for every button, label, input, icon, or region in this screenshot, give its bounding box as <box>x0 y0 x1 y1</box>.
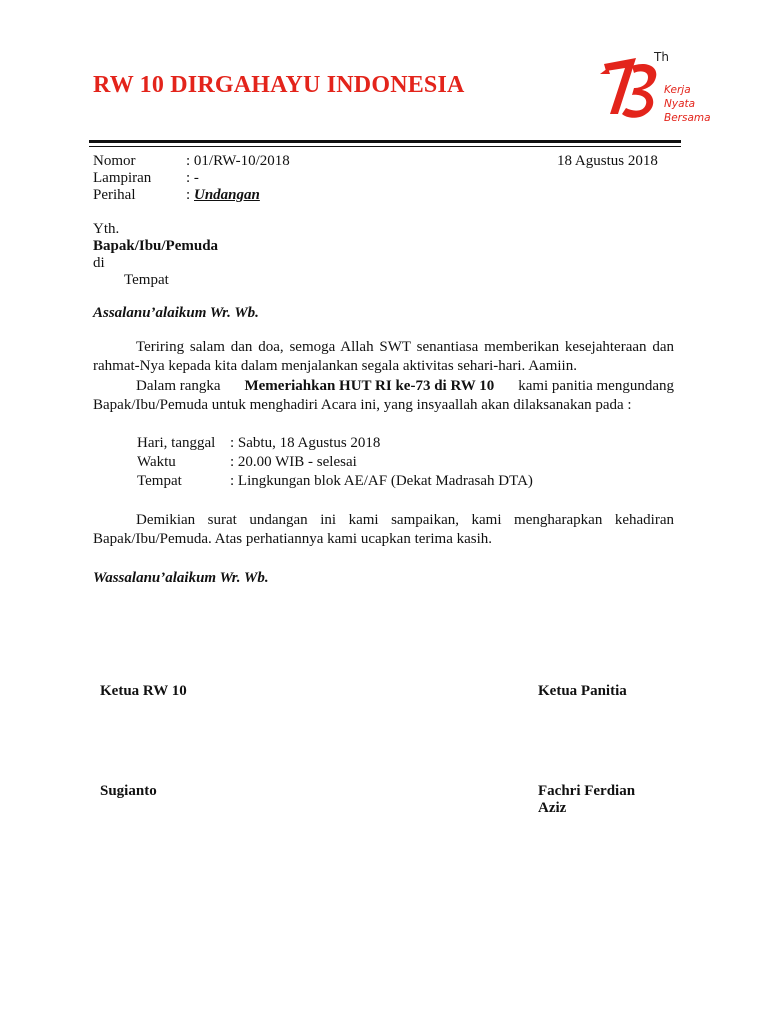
closing-line-1: Demikian surat undangan ini kami sampaikan, kami mengharapkan kehadiran <box>136 512 674 528</box>
nomor-value: : 01/RW-10/2018 <box>186 153 290 169</box>
lampiran-label: Lampiran <box>93 170 152 186</box>
paragraph-1-line-1: Teriring salam dan doa, semoga Allah SWT senantiasa memberikan kesejahteraan dan <box>136 339 674 355</box>
recipient-place: Tempat <box>124 272 169 288</box>
perihal-value: Undangan <box>194 187 260 203</box>
paragraph-2-highlight: Memeriahkan HUT RI ke-73 di RW 10 <box>244 378 495 394</box>
letter-date: 18 Agustus 2018 <box>557 153 658 169</box>
signature-left-title: Ketua RW 10 <box>100 683 187 699</box>
recipient-yth: Yth. <box>93 221 120 237</box>
logo-line1: Kerja <box>664 84 691 96</box>
event-time-label: Waktu <box>137 454 176 470</box>
perihal-label: Perihal <box>93 187 136 203</box>
recipient-di: di <box>93 255 105 271</box>
event-day-value: : Sabtu, 18 Agustus 2018 <box>230 435 381 451</box>
paragraph-1-line-2: rahmat-Nya kepada kita dalam menjalankan segala aktivitas sehari-hari. Aamiin. <box>93 358 577 374</box>
signature-right-name-line2: Aziz <box>538 800 567 816</box>
event-day-label: Hari, tanggal <box>137 435 216 451</box>
signature-left-name: Sugianto <box>100 783 157 799</box>
letter-title: RW 10 DIRGAHAYU INDONESIA <box>93 72 465 98</box>
paragraph-2-line-1 <box>136 377 674 395</box>
opening-salutation: Assalanu’alaikum Wr. Wb. <box>93 305 259 321</box>
hut-ri-73-logo <box>596 44 716 134</box>
nomor-label: Nomor <box>93 153 136 169</box>
perihal-colon: : <box>186 187 191 203</box>
event-place-label: Tempat <box>137 473 182 489</box>
event-place-value: : Lingkungan blok AE/AF (Dekat Madrasah DTA) <box>230 473 533 489</box>
event-time-value: : 20.00 WIB - selesai <box>230 454 357 470</box>
closing-salutation: Wassalanu’alaikum Wr. Wb. <box>93 570 269 586</box>
signature-right-name-line1: Fachri Ferdian <box>538 783 636 799</box>
lampiran-value: : - <box>186 170 199 186</box>
paragraph-2-post: kami panitia mengundang <box>518 378 674 394</box>
closing-line-2: Bapak/Ibu/Pemuda. Atas perhatiannya kami ucapkan terima kasih. <box>93 531 493 547</box>
header-divider-thin <box>89 146 681 147</box>
paragraph-2-line-2: Bapak/Ibu/Pemuda untuk menghadiri Acara ini, yang insyaallah akan dilaksanakan pada : <box>93 397 632 413</box>
paragraph-2-pre: Dalam rangka <box>136 378 221 394</box>
logo-line2: Nyata <box>664 98 696 110</box>
logo-superscript: Th <box>654 50 669 64</box>
header-divider-thick <box>89 140 681 143</box>
recipient-name: Bapak/Ibu/Pemuda <box>93 238 219 254</box>
signature-right-title: Ketua Panitia <box>538 683 627 699</box>
logo-line3: Bersama <box>664 112 711 124</box>
